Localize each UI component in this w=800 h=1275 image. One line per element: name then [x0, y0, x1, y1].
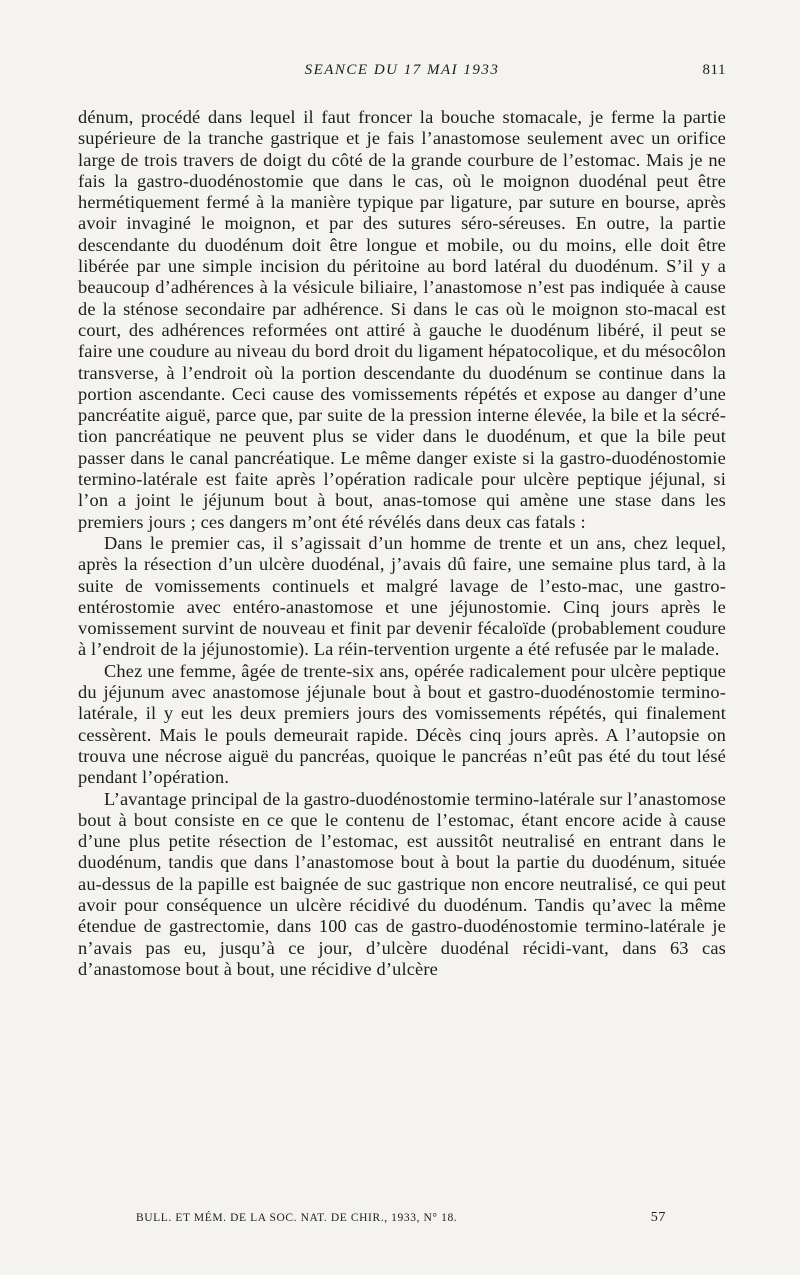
page-number: 811 — [702, 62, 726, 78]
page-footer — [136, 1212, 666, 1232]
journal-reference: BULL. ET MÉM. DE LA SOC. NAT. DE CHIR., 1933, N° 18. — [136, 1212, 458, 1224]
paragraph-first-case: Dans le premier cas, il s’agissait d’un homme de trente et un ans, chez lequel, après la résection d’un ulcère duodénal, j’avais dû faire, une semaine plus tard, à la suite de vomissements continuels et malgré lavage de l’esto-mac, une gastro-entérostomie avec entéro-anastomose et une jéjunostomie. Cinq jours après le vomissement survint de nouveau et finit par devenir fécaloïde (probablement coudure à l’endroit de la jéjunostomie). La réin-tervention urgente a été refusée par le malade. — [78, 532, 726, 660]
running-title: SEANCE DU 17 MAI 1933 — [304, 62, 500, 78]
article-body — [78, 107, 726, 980]
signature-number: 57 — [650, 1210, 666, 1225]
paragraph-second-case: Chez une femme, âgée de trente-six ans, opérée radicalement pour ulcère peptique du jéjunum avec anastomose jéjunale bout à bout et gastro-duodénostomie termino-latérale, il y eut les deux premiers jours des vomissements répétés, qui finalement cessèrent. Mais le pouls demeurait rapide. Décès cinq jours après. A l’autopsie on trouva une nécrose aiguë du pancréas, quoique le pancréas n’eût pas été du tout lésé pendant l’opération. — [78, 660, 726, 788]
paragraph-continued: dénum, procédé dans lequel il faut froncer la bouche stomacale, je ferme la partie supérieure de la tranche gastrique et je fais l’anastomose seulement avec un orifice large de trois travers de doigt du côté de la grande courbure de l’estomac. Mais je ne fais la gastro-duodénostomie que dans le cas, où le moignon duodénal peut être hermétiquement fermé à la manière typique par ligature, par suture en bourse, après avoir invaginé le moignon, et par des sutures séro-séreuses. En outre, la partie descendante du duodénum doit être longue et mobile, ou du moins, elle doit être libérée par une simple incision du péritoine au bord latéral du duodénum. S’il y a beaucoup d’adhérences à la vésicule biliaire, l’anastomose n’est pas indiquée à cause de la sténose secondaire par adhérence. Si dans le cas où le moignon sto-macal est court, des adhérences reformées ont attiré à gauche le duodénum libéré, il peut se faire une coudure au niveau du bord droit du ligament hépatocolique, et du mésocôlon transverse, à l’endroit où la portion descendante du duodénum se continue dans la portion ascendante. Ceci cause des vomissements répétés et expose au danger d’une pancréatite aiguë, parce que, par suite de la pression interne élevée, la bile et la sécré-tion pancréatique ne peuvent plus se vider dans le duodénum, et que la bile peut passer dans le canal pancréatique. Le même danger existe si la gastro-duodénostomie termino-latérale est faite après l’opération radicale pour ulcère peptique jéjunal, si l’on a joint le jéjunum bout à bout, anas-tomose qui amène une stase dans les premiers jours ; ces dangers m’ont été révélés dans deux cas fatals : — [78, 107, 726, 532]
running-head — [78, 62, 726, 86]
paragraph-advantage: L’avantage principal de la gastro-duodénostomie termino-latérale sur l’anastomose bout à bout consiste en ce que le contenu de l’estomac, étant encore acide à cause d’une plus petite résection de l’estomac, est aussitôt neutralisé en entrant dans le duodénum, tandis que dans l’anastomose bout à bout la partie du duodénum, située au-dessus de la papille est baignée de suc gastrique non encore neutralisé, ce qui peut avoir pour conséquence un ulcère récidivé du duodénum. Tandis qu’avec la même étendue de gastrectomie, dans 100 cas de gastro-duodénostomie termino-latérale je n’avais pas eu, jusqu’à ce jour, d’ulcère duodénal récidi-vant, dans 63 cas d’anastomose bout à bout, une récidive d’ulcère — [78, 788, 726, 979]
